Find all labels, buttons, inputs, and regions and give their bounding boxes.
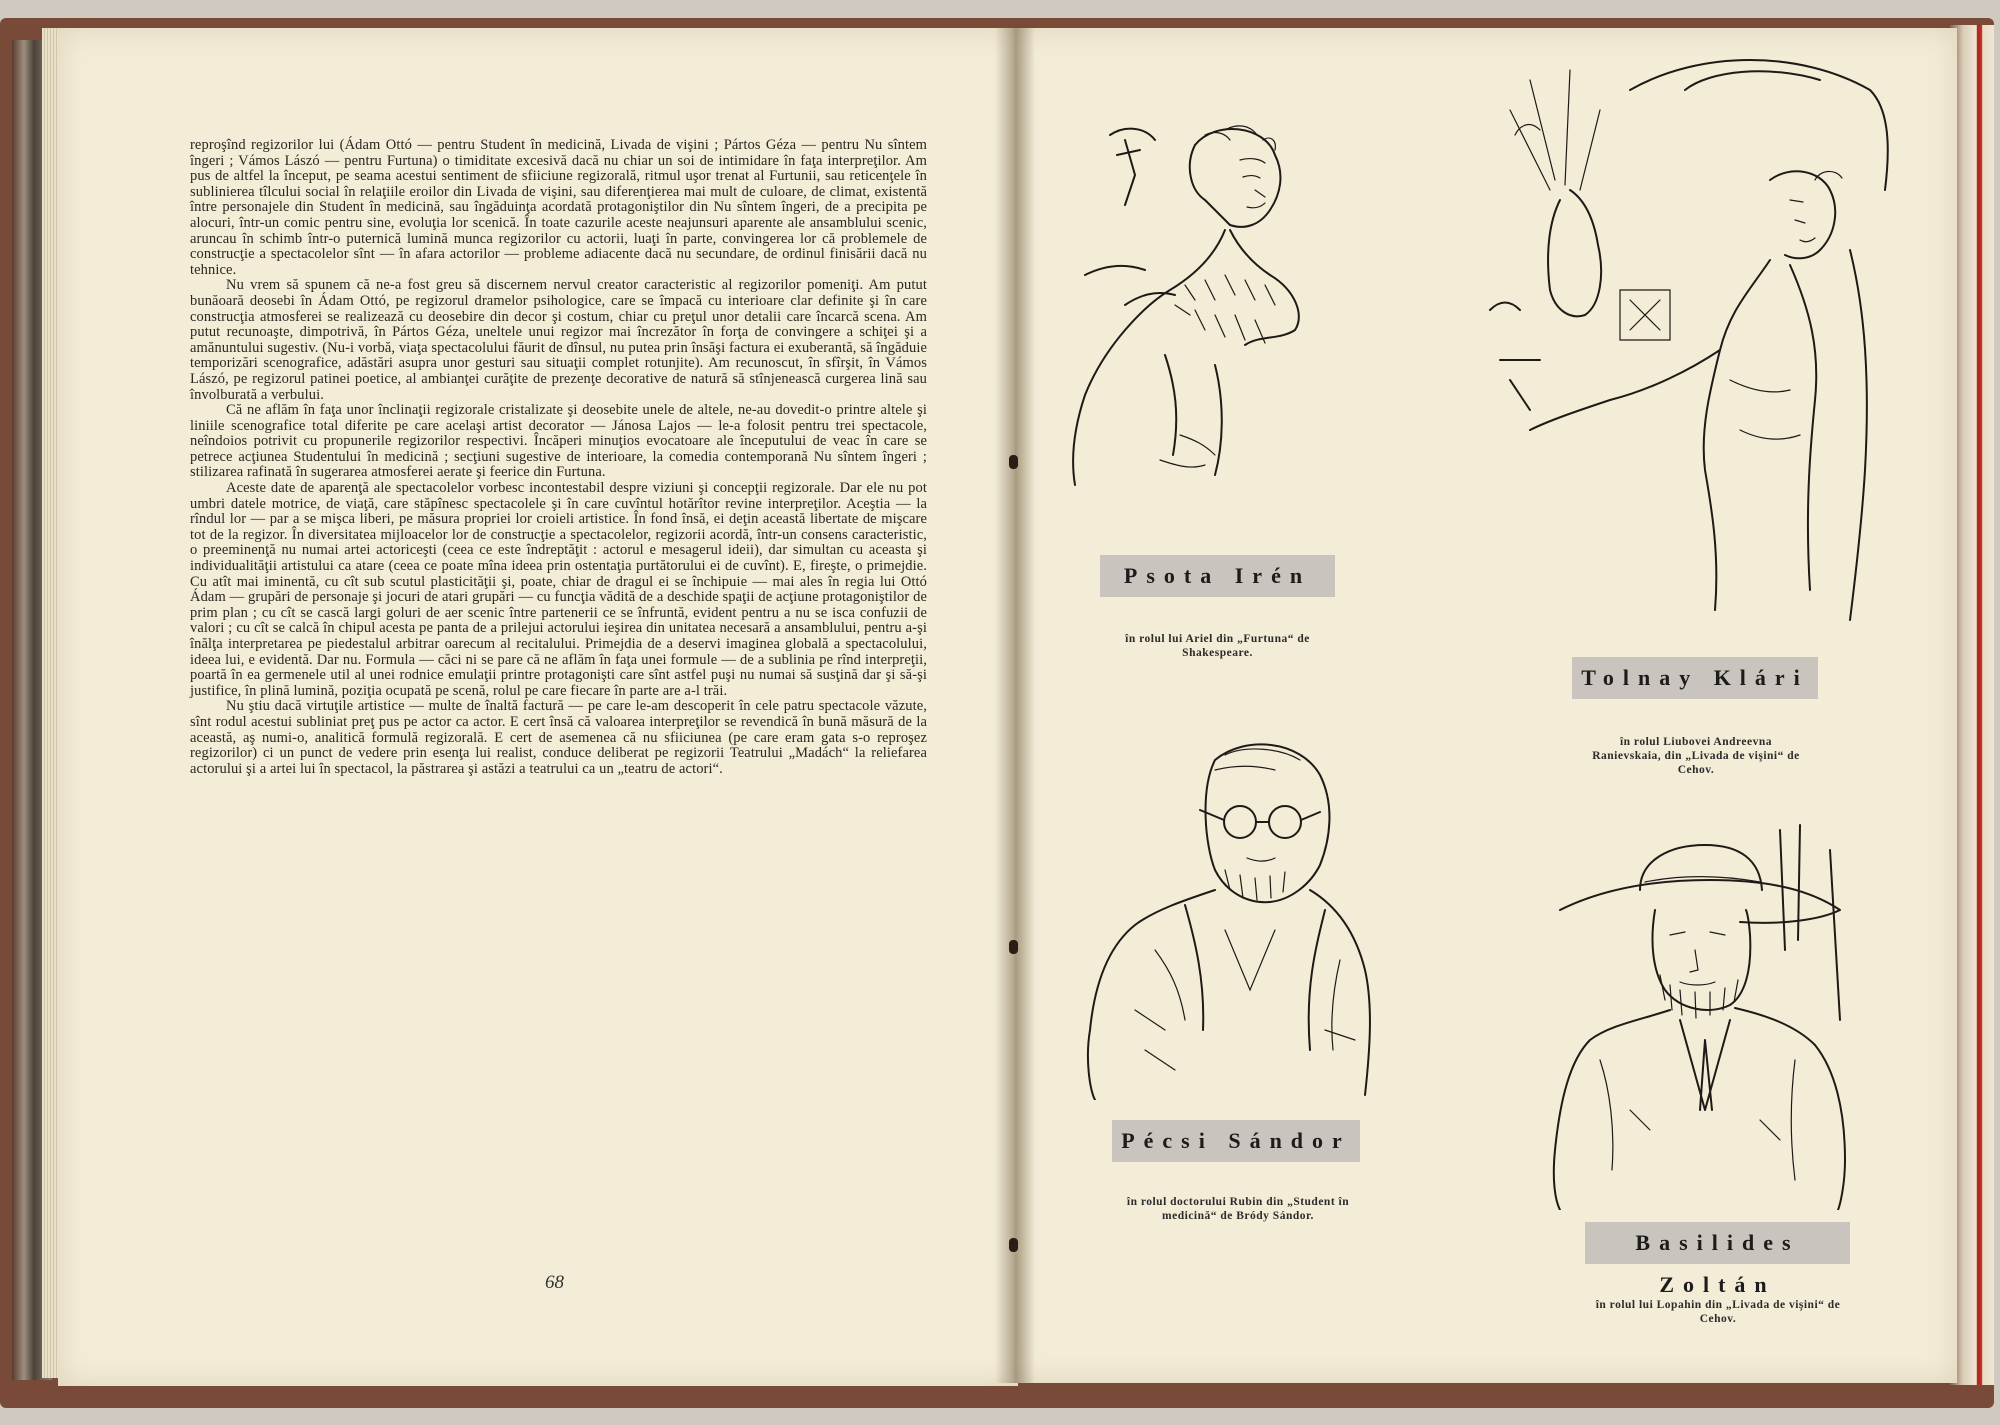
name-plate-pecsi: Pécsi Sándor	[1112, 1120, 1360, 1162]
paragraph: Că ne aflăm în faţa unor înclinaţii regizorale cristalizate şi deosebite unele de altele, ne-au dovedit-o printre altele şi liniile scenografice total diferite pe care acelaşi artist decorator — Jánosa Lajos — le-a folosit pentru trei spectacole, neîndoios potrivit cu propunerile regizorilor respectivi. Încăperi minuţios evocatoare ale începutului de veac în care se petrece acţiunea Studentului în medicină ; secţiuni sugestive de interioare, la comedia contemporană Nu sîntem îngeri ; stilizarea rafinată în sugerarea atmosferei aerate şi feerice din Furtuna.	[190, 402, 927, 481]
caption-tolnay: în rolul Liubovei Andreevna Ranievskaia, din „Livada de vişini“ de Cehov.	[1592, 736, 1800, 776]
portrait-sketch-tolnay	[1470, 50, 1900, 640]
name-plate-basilides: Basilides Zoltán	[1585, 1222, 1850, 1264]
paragraph: Nu vrem să spunem că ne-a fost greu să discernem nervul creator caracteristic al regizorilor pomeniţi. Am putut bunăoară deosebi în Ádam Ottó, pe regizorul dramelor psihologice, care se împacă cu interioare clar definite şi în care construcţia atmosferei se realizează cu deosebire din decor şi costum, chiar cu preţul unor detalii care încarcă scena. Am putut recunoaşte, dimpotrivă, în Pártos Géza, uneltele unui regizor mai încrezător în forţa de convingere a schiţei şi a amănuntului sugestiv. (Nu-i vorbă, viaţa spectacolului făurit de dînsul, nu putea prin însăşi factura ei exuberantă, să îngăduie temporizări scenografice, adăstări asupra unor gesturi sau situaţii complet rotunjite). Am recunoscut, în sfîrşit, în Vámos Lászó, pe regizorul patinei poetice, al ambianţei curăţite de prezenţe decorative de natură să stînjenească curgerea lină sau învolburată a verbului.	[190, 277, 927, 403]
page-number: 68	[545, 1272, 564, 1293]
portrait-sketch-pecsi	[1075, 730, 1405, 1100]
binding-stitch	[1009, 940, 1018, 954]
paragraph: Nu ştiu dacă virtuţile artistice — multe de înaltă factură — pe care le-am descoperit în cele patru spectacole văzute, sînt rodul acestui subliniat preţ pus pe actor ca actor. E cert însă că valoarea interpreţilor se revendică în bună măsură de la această, aş numi-o, analitică formulă regizorală. E cert de asemenea că nu sfiiciunea (pe care eram gata s-o reproşez regizorilor) ci un punct de vedere prin esenţa lui realist, conduce deliberat pe regizorii Teatrului „Madách“ la reliefarea actorului şi a artei lui în spectacol, la păstrarea şi astăzi a teatrului ca un „teatru de actori“.	[190, 698, 927, 777]
portrait-sketch-basilides	[1540, 810, 1870, 1210]
name-plate-psota: Psota Irén	[1100, 555, 1335, 597]
article-text	[190, 138, 927, 777]
portrait-sketch-psota	[1065, 115, 1365, 515]
binding-stitch	[1009, 455, 1018, 469]
gutter-shadow	[995, 28, 1035, 1383]
paragraph: Aceste date de aparenţă ale spectacolelor vorbesc incontestabil despre viziuni şi concepţii regizorale. Dar ele nu pot umbri datele motrice, de viaţă, care stăpînesc spectacolele şi în care cuvîntul hotărîtor revine interpreţilor. Aceştia — la rîndul lor — par a se mişca liberi, pe măsura propriei lor croieli artistice. În fond însă, ei deţin această libertate de mişcare tot de la regizor. În diversitatea mijloacelor lor de construcţie a spectacolelor, regizorii acordă, într-un consens caracteristic, o preeminenţă nu numai artei actoriceşti (ceea ce este îndreptăţit : actorul e mesagerul ideii), dar simultan cu aceasta şi individualităţii artistului ca atare (ceea ce poate mîna ideea prin ostentaţia purtătorului ei de cuvînt). E, fireşte, o primejdie. Cu atît mai iminentă, cu cît sub scutul plasticităţii şi, poate, chiar de dragul ei se închipuie — mai ales în regia lui Ottó Ádam — grupări de personaje şi jocuri de atari grupări — cu funcţia vădită de a deschide spaţii de acţiune protagoniştilor de prim plan ; cu cît se cască largi goluri de aer scenic între partenerii ce se înfruntă, evident pentru a nu se isca confuzii de valori ; cu cît se calcă în chipul acesta pe panta de a prilejui actorului ieşirea din unitatea necesară a ansamblului, pentru a-şi înălţa interpretarea pe piedestalul arbitrar oarecum al recitalului. Primejdia de a deservi imaginea globală a spectacolului, ideea lui, e evidentă. Dar nu. Formula — căci ni se pare că ne aflăm în faţa unei formule — de a sublinia pe rînd interpreţii, poartă în ea germenele util al unei rodnice emulaţii printre protagonişti care sînt astfel puşi nu numai să susţină dar şi să-şi justifice, în plină lumină, poziţia ocupată pe scenă, rolul pe care fiecare în parte are a-l trăi.	[190, 480, 927, 699]
caption-pecsi: în rolul doctorului Rubin din „Student în medicină“ de Bródy Sándor.	[1126, 1196, 1350, 1222]
name-plate-tolnay: Tolnay Klári	[1572, 657, 1818, 699]
caption-psota: în rolul lui Ariel din „Furtuna“ de Shakespeare.	[1125, 633, 1310, 659]
binding-stitch	[1009, 1238, 1018, 1252]
paragraph: reproşînd regizorilor lui (Ádam Ottó — pentru Student în medicină, Livada de vişini ; Pártos Géza — pentru Nu sîntem îngeri ; Vámos Lászó — pentru Furtuna) o timiditate excesivă dacă nu chiar un soi de intimidare în faţa interpreţilor. Am pus de altfel la început, pe seama acestui sentiment de sfiiciune regizorală, ritmul uşor trenat al Furtunii, sau reticenţele în sublinierea tîlcului social în relaţiile eroilor din Livada de vişini, sau diferenţierea mai mult de culoare, de climat, existentă între personajele din Student în medicină, sau îngăduinţa acordată protagoniştilor din Nu sîntem îngeri, de a precipita pe alocuri, într-un comic pentru sine, evoluţia lor scenică. În toate cazurile aceste neajunsuri aparente ale ansamblului scenic, aruncau în schimb într-o puternică lumină munca regizorilor cu actorii, luaţi în parte, convingerea lor că problemele de construcţie a spectacolelor sînt — în afara actorilor — probleme adiacente dacă nu secundare, de ordinul finisării dacă nu tehnice.	[190, 137, 927, 278]
caption-basilides: în rolul lui Lopahin din „Livada de vişini“ de Cehov.	[1595, 1299, 1841, 1325]
